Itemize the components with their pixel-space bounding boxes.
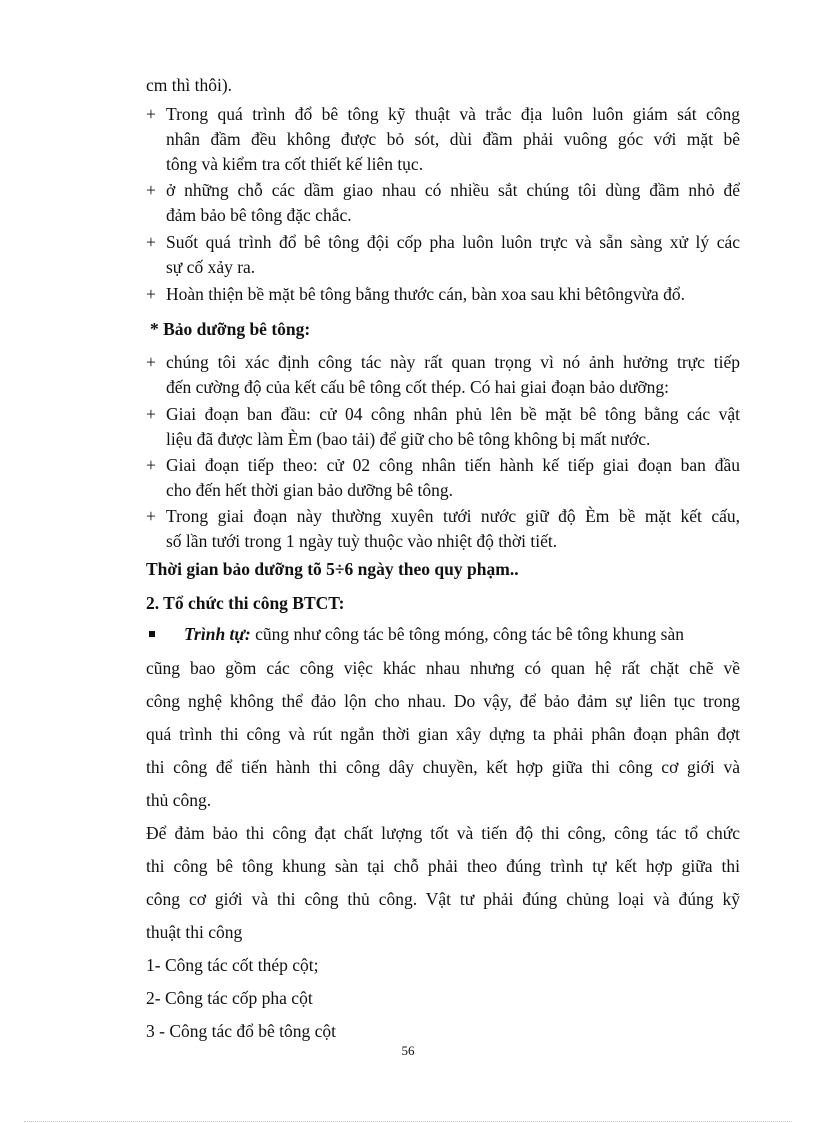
list-marker-plus: +: [146, 455, 156, 475]
text-line: Giai đoạn ban đầu: cử 04 công nhân phủ lên bề mặt bê tông bằng các vật: [166, 404, 740, 424]
text-line: sự cố xảy ra.: [166, 257, 256, 277]
text-line: thuật thi công: [146, 922, 243, 942]
text-line: ở những chỗ các dầm giao nhau có nhiều sắt chúng tôi dùng đầm nhỏ để: [166, 180, 740, 200]
section-heading: 2. Tổ chức thi công BTCT:: [146, 593, 345, 613]
text-line: Để đảm bảo thi công đạt chất lượng tốt và tiến độ thi công, công tác tổ chức: [146, 823, 740, 843]
inline-label: Trình tự:: [184, 624, 251, 644]
list-marker-plus: +: [146, 404, 156, 424]
text-line: số lần tưới trong 1 ngày tuỳ thuộc vào nhiệt độ thời tiết.: [166, 531, 558, 551]
text-line: Suốt quá trình đổ bê tông đội cốp pha luôn luôn trực và sẵn sàng xử lý các: [166, 232, 740, 252]
list-marker-plus: +: [146, 284, 156, 304]
text-line: thủ công.: [146, 790, 212, 810]
text-span: cũng như công tác bê tông móng, công tác bê tông khung sàn: [250, 624, 685, 644]
bold-note: Thời gian bảo dưỡng tõ 5÷6 ngày theo quy phạm..: [146, 559, 519, 579]
text-line: Hoàn thiện bề mặt bê tông bằng thước cán, bàn xoa sau khi bêtôngvừa đổ.: [166, 284, 686, 304]
text-line: thi công bê tông khung sàn tại chỗ phải theo đúng trình tự kết hợp giữa thi: [146, 856, 740, 876]
page-number: 56: [401, 1043, 415, 1058]
text-line: cho đến hết thời gian bảo dưỡng bê tông.: [166, 480, 454, 500]
list-item: 2- Công tác cốp pha cột: [146, 988, 313, 1008]
list-marker-plus: +: [146, 506, 156, 526]
page-boundary-divider: [24, 1121, 792, 1122]
text-line: nhân đầm đều không được bỏ sót, dùi đầm phải vuông góc với mặt bê: [166, 129, 740, 149]
text-line: đến cường độ của kết cấu bê tông cốt thép. Có hai giai đoạn bảo dưỡng:: [166, 377, 670, 397]
text-line: Trong giai đoạn này thường xuyên tưới nước giữ độ Èm bề mặt kết cấu,: [166, 506, 740, 526]
list-marker-plus: +: [146, 104, 156, 124]
text-line: liệu đã được làm Èm (bao tải) để giữ cho bê tông không bị mất nước.: [166, 429, 651, 449]
text-line: chúng tôi xác định công tác này rất quan trọng vì nó ảnh hưởng trực tiếp: [166, 352, 740, 372]
square-bullet-icon: [149, 631, 155, 637]
list-marker-plus: +: [146, 180, 156, 200]
text-line: [184, 621, 684, 647]
list-item: 1- Công tác cốt thép cột;: [146, 955, 319, 975]
text-line: công nghệ không thể đảo lộn cho nhau. Do vậy, để bảo đảm sự liên tục trong: [146, 691, 740, 711]
text-line: Trong quá trình đổ bê tông kỹ thuật và trắc địa luôn luôn giám sát công: [166, 104, 740, 124]
text-line: cm thì thôi).: [146, 75, 233, 95]
section-heading: * Bảo dưỡng bê tông:: [150, 319, 311, 339]
text-line: đảm bảo bê tông đặc chắc.: [166, 205, 352, 225]
text-line: cũng bao gồm các công việc khác nhau nhưng có quan hệ rất chặt chẽ về: [146, 658, 740, 678]
text-line: Giai đoạn tiếp theo: cử 02 công nhân tiến hành kế tiếp giai đoạn ban đầu: [166, 455, 740, 475]
text-line: quá trình thi công và rút ngắn thời gian xây dựng ta phải phân đoạn phân đợt: [146, 724, 740, 744]
list-marker-plus: +: [146, 352, 156, 372]
text-line: tông và kiểm tra cốt thiết kế liên tục.: [166, 154, 424, 174]
text-line: công cơ giới và thi công thủ công. Vật tư phải đúng chủng loại và đúng kỹ: [146, 889, 740, 909]
list-marker-plus: +: [146, 232, 156, 252]
text-line: thi công để tiến hành thi công dây chuyền, kết hợp giữa thi công cơ giới và: [146, 757, 740, 777]
list-item: 3 - Công tác đổ bê tông cột: [146, 1021, 337, 1041]
